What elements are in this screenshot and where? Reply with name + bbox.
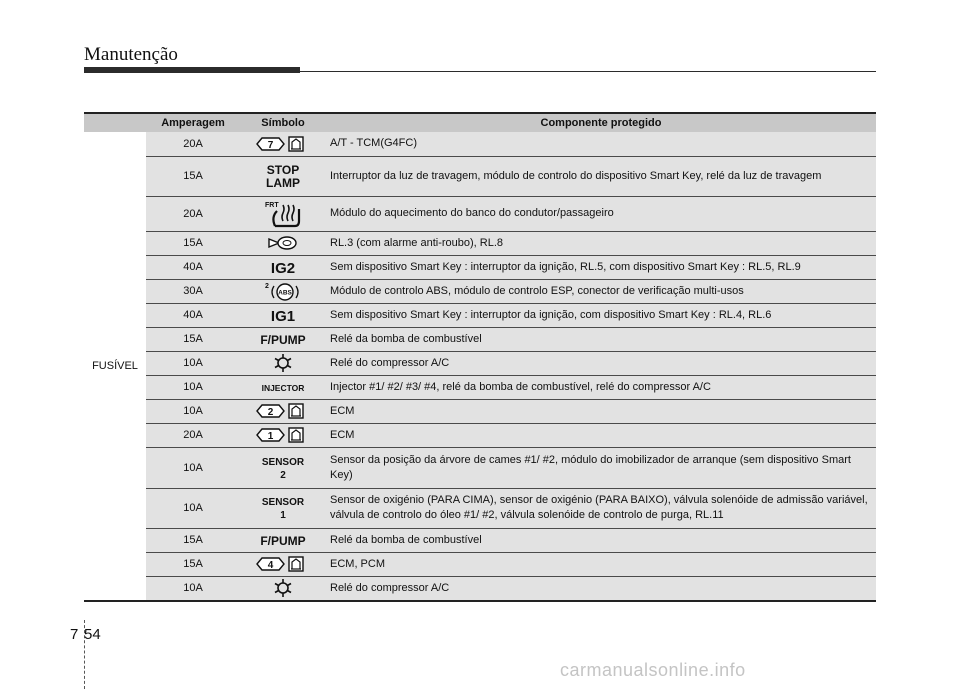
amperage-cell: 20A: [146, 196, 240, 231]
symbol-cell: [240, 447, 326, 488]
sensor-2-icon: [248, 453, 318, 483]
table-row: [84, 447, 876, 488]
ig1-label: IG1: [270, 308, 296, 325]
symbol-cell: [240, 303, 326, 327]
column-header-symbol: Símbolo: [240, 113, 326, 132]
symbol-cell: [240, 196, 326, 231]
component-cell: A/T - TCM(G4FC): [326, 132, 876, 156]
component-cell: Interruptor da luz de travagem, módulo de controlo do dispositivo Smart Key, relé da luz de travagem: [326, 156, 876, 196]
header-blank: [84, 113, 146, 132]
fuse-table: [84, 112, 876, 602]
component-cell: Relé do compressor A/C: [326, 576, 876, 601]
fuse-7-icon: [253, 135, 313, 153]
table-row: [84, 303, 876, 327]
seat-heater-label: FRT: [265, 201, 279, 209]
amperage-cell: 40A: [146, 255, 240, 279]
symbol-cell: [240, 279, 326, 303]
table-row: [84, 399, 876, 423]
table-row: [84, 488, 876, 528]
component-cell: Relé do compressor A/C: [326, 351, 876, 375]
group-label-fusivel: FUSÍVEL: [84, 132, 146, 601]
injector-label: INJECTOR: [261, 383, 305, 393]
amperage-cell: 10A: [146, 351, 240, 375]
table-row: [84, 327, 876, 351]
amperage-cell: 10A: [146, 576, 240, 601]
symbol-cell: [240, 528, 326, 552]
fuse-1-icon: [253, 426, 313, 444]
symbol-cell: [240, 132, 326, 156]
svg-text:SENSOR: SENSOR: [261, 456, 305, 468]
ig2-icon: [253, 257, 313, 277]
fuel-pump-label: F/PUMP: [260, 333, 306, 347]
table-row: [84, 552, 876, 576]
symbol-cell: [240, 327, 326, 351]
amperage-cell: 20A: [146, 132, 240, 156]
amperage-cell: 10A: [146, 399, 240, 423]
stop-lamp-icon: [248, 161, 318, 191]
svg-text:STOP: STOP: [266, 163, 300, 177]
ig1-icon: [253, 305, 313, 325]
table-row: [84, 231, 876, 255]
amperage-cell: 10A: [146, 488, 240, 528]
component-cell: Relé da bomba de combustível: [326, 528, 876, 552]
symbol-cell: [240, 576, 326, 601]
amperage-cell: 15A: [146, 327, 240, 351]
symbol-cell: [240, 156, 326, 196]
fuse-number-text: 7: [267, 139, 274, 151]
symbol-cell: [240, 351, 326, 375]
page-number: [70, 626, 101, 643]
fuse-number-text: 4: [267, 560, 274, 571]
fuse-2-icon: [253, 402, 313, 420]
abs-icon: [253, 280, 313, 302]
amperage-cell: 40A: [146, 303, 240, 327]
table-header-row: [84, 113, 876, 132]
amperage-cell: 15A: [146, 156, 240, 196]
svg-text:SENSOR: SENSOR: [261, 497, 305, 508]
component-cell: Sensor de oxigénio (PARA CIMA), sensor de oxigénio (PARA BAIXO), válvula solenóide de admissão variável, válvula de controlo do óleo #1/ #2, válvula solenóide de controlo de purga, RL.11: [326, 488, 876, 528]
component-cell: ECM: [326, 423, 876, 447]
injector-icon: [248, 378, 318, 396]
component-cell: Sensor da posição da árvore de cames #1/ #2, módulo do imobilizador de arranque (sem dispositivo Smart Key): [326, 447, 876, 488]
ac-compressor-icon: [253, 577, 313, 599]
symbol-cell: [240, 399, 326, 423]
table-row: [84, 528, 876, 552]
symbol-cell: [240, 488, 326, 528]
symbol-cell: [240, 255, 326, 279]
ac-compressor-icon: [253, 352, 313, 374]
amperage-cell: 15A: [146, 231, 240, 255]
seat-heater-icon: [253, 199, 313, 229]
page-number-value: 54: [84, 626, 101, 643]
table-row: [84, 576, 876, 601]
chapter-number: 7: [70, 626, 79, 643]
sensor-1-icon: [248, 493, 318, 523]
svg-text:1: 1: [280, 510, 286, 521]
svg-text:LAMP: LAMP: [266, 176, 300, 190]
header-accent-bar: [84, 67, 300, 73]
table-row: [84, 196, 876, 231]
amperage-cell: 30A: [146, 279, 240, 303]
fuse-number-text: 1: [267, 431, 274, 442]
ig2-label: IG2: [270, 260, 296, 277]
component-cell: ECM: [326, 399, 876, 423]
fuel-pump-icon: [248, 530, 318, 550]
symbol-cell: [240, 423, 326, 447]
amperage-cell: 20A: [146, 423, 240, 447]
fuse-4-icon: [253, 555, 313, 573]
abs-label: ABS: [278, 289, 292, 297]
component-cell: Sem dispositivo Smart Key : interruptor da ignição, RL.5, com dispositivo Smart Key : RL.5, RL.9: [326, 255, 876, 279]
header-rule: [84, 71, 876, 72]
component-cell: Sem dispositivo Smart Key : interruptor da ignição, com dispositivo Smart Key : RL.4, RL.6: [326, 303, 876, 327]
table-row: [84, 156, 876, 196]
component-cell: Injector #1/ #2/ #3/ #4, relé da bomba de combustível, relé do compressor A/C: [326, 375, 876, 399]
table-row: [84, 375, 876, 399]
page-header-title: Manutenção: [84, 44, 178, 65]
table-row: [84, 255, 876, 279]
symbol-cell: [240, 552, 326, 576]
column-header-amperage: Amperagem: [146, 113, 240, 132]
table-row: [84, 279, 876, 303]
table-row: [84, 351, 876, 375]
fuel-pump-icon: [248, 329, 318, 349]
component-cell: Relé da bomba de combustível: [326, 327, 876, 351]
component-cell: Módulo do aquecimento do banco do condutor/passageiro: [326, 196, 876, 231]
symbol-cell: [240, 231, 326, 255]
symbol-cell: [240, 375, 326, 399]
table-row: [84, 132, 876, 156]
component-cell: ECM, PCM: [326, 552, 876, 576]
svg-text:2: 2: [280, 469, 286, 481]
amperage-cell: 15A: [146, 528, 240, 552]
component-cell: RL.3 (com alarme anti-roubo), RL.8: [326, 231, 876, 255]
component-cell: Módulo de controlo ABS, módulo de controlo ESP, conector de verificação multi-usos: [326, 279, 876, 303]
fuel-pump-label: F/PUMP: [260, 534, 306, 548]
horn-icon: [253, 233, 313, 253]
amperage-cell: 15A: [146, 552, 240, 576]
amperage-cell: 10A: [146, 375, 240, 399]
amperage-cell: 10A: [146, 447, 240, 488]
watermark: carmanualsonline.info: [560, 660, 746, 680]
fuse-number-text: 2: [267, 407, 274, 418]
svg-text:2: 2: [265, 283, 269, 290]
table-row: [84, 423, 876, 447]
column-header-component: Componente protegido: [326, 113, 876, 132]
